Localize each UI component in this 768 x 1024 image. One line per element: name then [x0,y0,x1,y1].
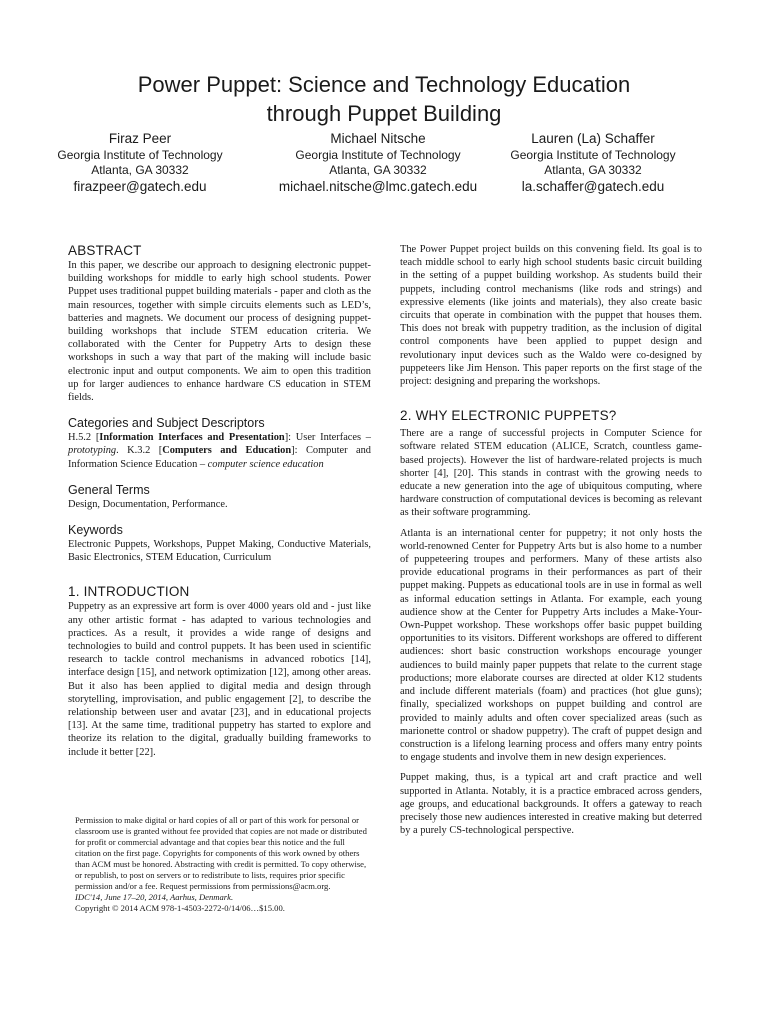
abstract-heading: ABSTRACT [68,243,142,258]
author-email: la.schaffer@gatech.edu [521,179,665,194]
title-line-2: through Puppet Building [266,101,502,126]
cat-code-1: H.5.2 [ [68,432,100,444]
abstract-text: In this paper, we describe our approach to designing electronic puppet-building workshops for middle to early high school students. Power Puppet uses traditional puppet building materials - paper and cloth as the main resources, together with simple circuits elements such as LED’s, batteries and magnets. We document our process of designing puppet-building workshops that include STEM education criteria. We collaborated with the Center for Puppetry Arts to design these workshops in such a way that part of the making will include basic electronic input and output components. We aim to open this tradition up for larger audiences to enhance hardware CS education in STEM fields. [68,260,371,404]
keywords-text: Electronic Puppets, Workshops, Puppet Making, Conductive Materials, Basic Electronics, STEM Education, Curriculum [68,539,371,564]
conference-info: IDC'14, June 17–20, 2014, Aarhus, Denmark. [75,892,234,902]
general-terms-heading: General Terms [68,482,150,497]
author-block [57,130,708,200]
author-1 [25,130,255,196]
author-affiliation: Georgia Institute of Technology [57,148,223,162]
cat-italic-2: computer science education [207,458,324,470]
introduction-heading: 1. INTRODUCTION [68,584,190,600]
introduction-text: Puppetry as an expressive art form is over 4000 years old and - just like any other artistic format - has adapted to various technologies and practices. As a result, it provides a wide range of designs and technologies to build and control puppets. It has been used in scientific research to tackle control mechanisms in advanced robotics [14], interface design [15], and network optimization [12], among other areas. But it also has been applied to digital media and design through storytelling, improvisation, and public engagement [2], to describe the relationship between user and avatar [23], and in educational projects [13]. At the same time, traditional puppetry has started to explore and theorize its relation to the digital, gradually building frameworks to include it better [22]. [68,601,371,758]
author-email: firazpeer@gatech.edu [73,179,207,194]
author-affiliation: Georgia Institute of Technology [295,148,461,162]
permission-notice [75,815,371,914]
section-2-heading: 2. WHY ELECTRONIC PUPPETS? [400,408,617,424]
author-3 [478,130,708,196]
author-2 [263,130,493,196]
author-affiliation: Georgia Institute of Technology [510,148,676,162]
right-column [400,243,702,837]
section-2-paragraph-2: Atlanta is an international center for puppetry; it not only hosts the world-renowned Center for Puppetry Arts but is also home to a number of puppeteering troupes and performers. Many of these artists also provide educational programs in their performances as part of their puppet making. Puppets as educational tools are in use in formal as well as informal education settings in Atlanta. For example, each young audience show at the Center for Puppetry Arts includes a Make-Your-Own-Puppet workshop. These workshops offer basic puppet building opportunities to its visitors. Different workshops are offered to different audiences: short basic construction workshops encourage younger audiences to build mainly paper puppets that relate to the current stage productions; more elaborate courses are directed at older K12 students and include different materials (foam) and practices (hot glue guns); finally, specialized workshops on puppet building and control are provided to mainly adults and often cover specialized areas (such as marionette control or shadow puppetry). The craft of puppet design and construction is a lifelong learning process and offers many entry points to engage students and involve them in new design experiences. [400,527,702,764]
permission-text: Permission to make digital or hard copies of all or part of this work for personal or classroom use is granted without fee provided that copies are not made or distributed for profit or commercial advantage and that copies bear this notice and the full citation on the first page. Copyrights for components of this work owned by others than ACM must be honored. Abstracting with credit is permitted. To copy otherwise, or republish, to post on servers or to redistribute to lists, requires prior specific permission and/or a fee. Request permissions from permissions@acm.org. [75,815,367,891]
paper-title [40,70,728,128]
cat-italic-1: prototyping [68,445,117,457]
categories-text [68,431,371,471]
author-name: Firaz Peer [108,131,172,146]
author-address: Atlanta, GA 30332 [91,163,189,177]
general-terms-text: Design, Documentation, Performance. [68,498,228,510]
categories-heading: Categories and Subject Descriptors [68,416,265,431]
author-address: Atlanta, GA 30332 [544,163,642,177]
cat-bold-1: Information Interfaces and Presentation [99,432,285,444]
copyright-line: Copyright © 2014 ACM 978-1-4503-2272-0/14/06…$15.00. [75,903,285,913]
cat-text-1: ]: User Interfaces – [284,432,371,444]
author-name: Michael Nitsche [330,131,426,146]
author-address: Atlanta, GA 30332 [329,163,427,177]
author-name: Lauren (La) Schaffer [531,131,655,146]
cat-bold-2: Computers and Education [162,445,292,457]
project-intro-text: The Power Puppet project builds on this convening field. Its goal is to teach middle school to early high school students basic circuit building in the setting of a puppet building workshop. As students build their puppets, including control mechanisms (like rods and strings) and expressive elements (like joints and materials), they also create basic circuits that operate in combination with the puppet that houses them. This does not break with puppetry tradition, as the inclusion of digital control components have been applied to puppet design and revolutionary input devices such as the Waldo were co-designed by puppeteers like Jim Henson. This paper reports on the first stage of the project: designing and preparing the workshops. [400,244,702,388]
title-line-1: Power Puppet: Science and Technology Education [137,72,631,97]
author-email: michael.nitsche@lmc.gatech.edu [278,179,478,194]
keywords-heading: Keywords [68,523,123,538]
cat-text-2: ]: Computer and Information Science Education – [68,445,371,470]
left-column [68,243,371,759]
section-2-paragraph-3: Puppet making, thus, is a typical art and craft practice and well supported in Atlanta. Notably, it is a practice embraced across genders, age groups, and educational backgrounds. It offers a gateway to reach precisely those new audiences interested in creative making but deterred by a purely CS-technological perspective. [400,772,702,837]
section-2-paragraph-1: There are a range of successful projects in Computer Science for software related STEM education (ALICE, Scratch, countless game-based projects). However the list of hardware-related projects is much shorter [4], [20]. This stands in contrast with the growing needs to educate a new generation into the age of ubiquitous computing, where hardware construction of computational devices is becoming as relevant as their software programming. [400,428,702,519]
cat-code-2: . K.3.2 [ [116,445,163,457]
